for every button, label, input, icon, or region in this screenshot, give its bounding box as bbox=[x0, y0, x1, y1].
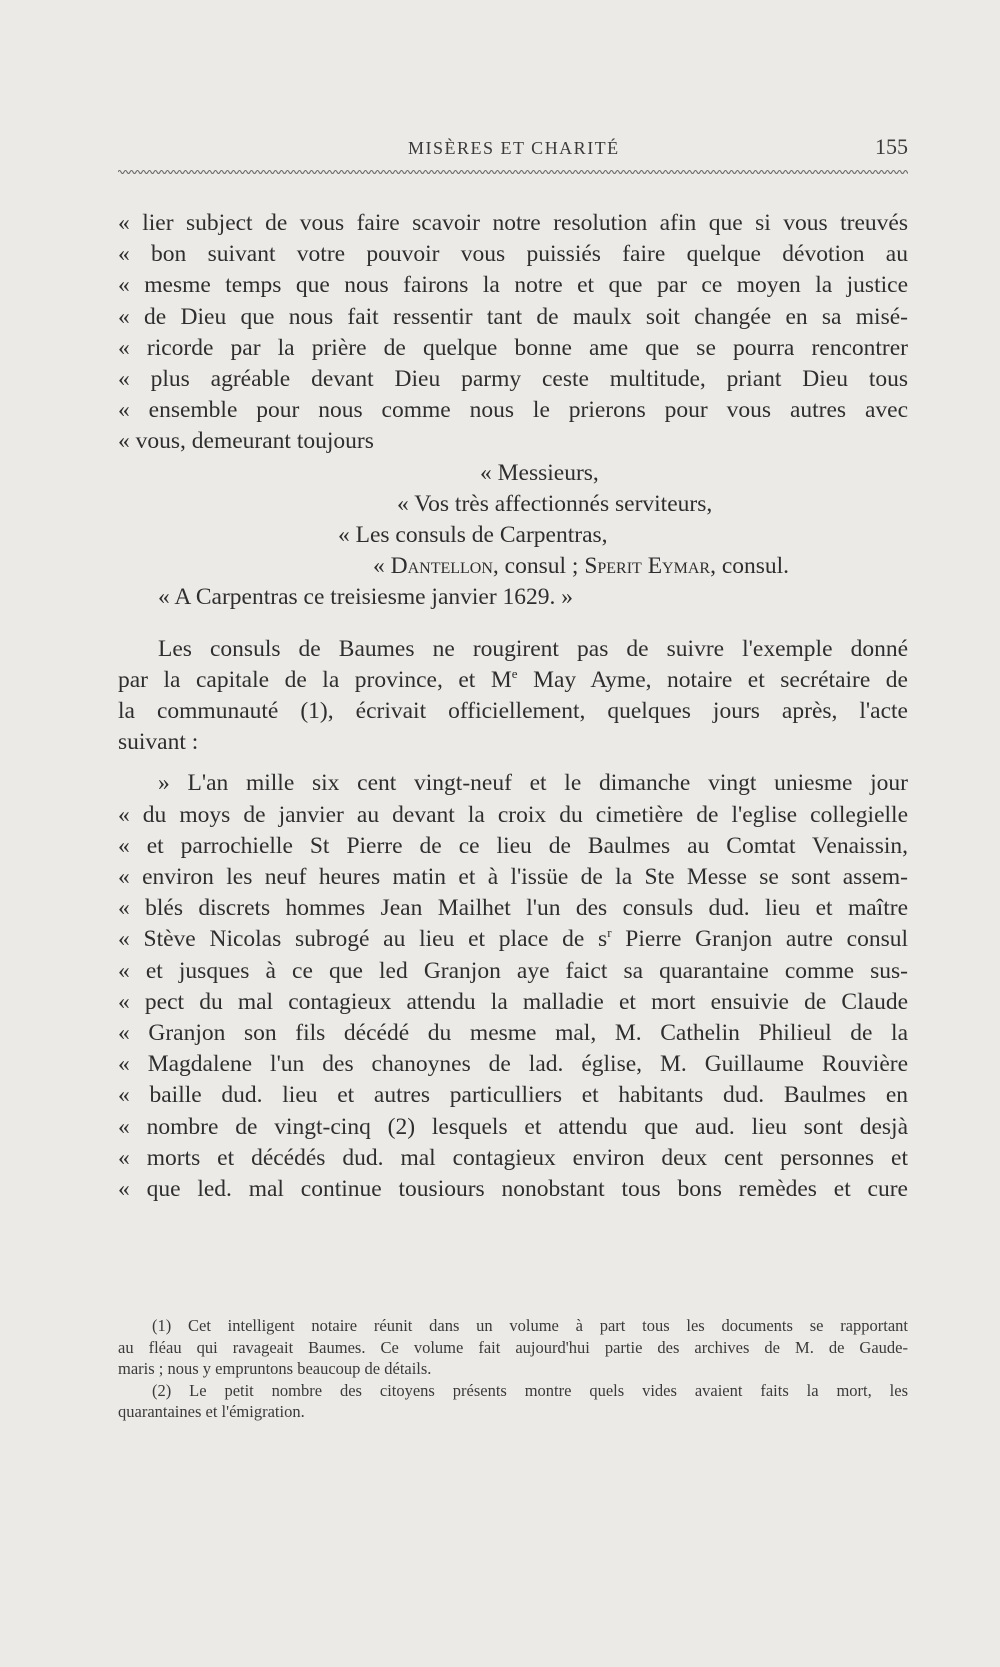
act-line: « nombre de vingt-cinq (2) lesquels et attendu que aud. lieu sont desjà bbox=[118, 1113, 908, 1140]
superscript: r bbox=[607, 925, 612, 941]
footnotes bbox=[118, 1315, 908, 1423]
paragraph-line bbox=[118, 665, 908, 696]
letter-closing-line: « Vos très affectionnés serviteurs, bbox=[397, 490, 713, 517]
letter-line: « bon suivant votre pouvoir vous puissiés faire quelque dévotion au bbox=[118, 241, 908, 268]
footnote-line: au fléau qui ravageait Baumes. Ce volume fait aujourd'hui partie des archives de M. de Gaude- bbox=[118, 1337, 908, 1357]
letter-dateline: « A Carpentras ce treisiesme janvier 1629. » bbox=[158, 584, 574, 611]
footnote-2 bbox=[118, 1380, 908, 1423]
act-text: Pierre Granjon autre consul bbox=[611, 926, 908, 953]
signer-role: , consul ; bbox=[492, 553, 585, 580]
letter-line: « de Dieu que nous fait ressentir tant de maulx soit changée en sa misé- bbox=[118, 303, 908, 330]
running-title: MISÈRES ET CHARITÉ bbox=[408, 138, 620, 158]
act-line: « et jusques à ce que led Granjon aye faict sa quarantaine comme sus- bbox=[118, 957, 908, 984]
letter-line: « vous, demeurant toujours bbox=[118, 428, 374, 455]
footnote-line: maris ; nous y empruntons beaucoup de détails. bbox=[118, 1359, 432, 1378]
act-line: « morts et décédés dud. mal contagieux environ deux cent personnes et bbox=[118, 1144, 908, 1171]
act-line: « Granjon son fils décédé du mesme mal, M. Cathelin Philieul de la bbox=[118, 1020, 908, 1047]
page-number: 155 bbox=[875, 134, 908, 159]
act-line: « blés discrets hommes Jean Mailhet l'un des consuls dud. lieu et maître bbox=[118, 895, 908, 922]
signer-name: Dantellon bbox=[390, 553, 493, 580]
act-line: « pect du mal contagieux attendu la malladie et mort ensuivie de Claude bbox=[118, 988, 908, 1015]
letter-line: « ricorde par la prière de quelque bonne ame que se pourra rencontrer bbox=[118, 334, 908, 361]
letter-line: « plus agréable devant Dieu parmy ceste multitude, priant Dieu tous bbox=[118, 366, 908, 393]
signer-name: Sperit Eymar bbox=[584, 553, 711, 580]
act-line: « et parrochielle St Pierre de ce lieu de Baulmes au Comtat Venaissin, bbox=[118, 832, 908, 859]
letter-line: « ensemble pour nous comme nous le prierons pour vous autres avec bbox=[118, 397, 908, 424]
footnote-line: (2) Le petit nombre des citoyens présents montre quels vides avaient faits la mort, les bbox=[152, 1380, 908, 1400]
page-header bbox=[118, 134, 908, 164]
letter-signatures bbox=[118, 551, 908, 582]
letter-line: « mesme temps que nous fairons la notre et que par ce moyen la justice bbox=[118, 272, 908, 299]
paragraph-line: la communauté (1), écrivait officiellement, quelques jours après, l'acte bbox=[118, 698, 908, 725]
act-line: « baille dud. lieu et autres particulliers et habitants dud. Baulmes en bbox=[118, 1082, 908, 1109]
footnote-1 bbox=[118, 1315, 908, 1380]
act-text: « Stève Nicolas subrogé au lieu et place de s bbox=[118, 926, 608, 953]
narrative-paragraph bbox=[118, 634, 908, 759]
paragraph-line: Les consuls de Baumes ne rougirent pas de suivre l'exemple donné bbox=[158, 635, 908, 662]
act-line: « Magdalene l'un des chanoynes de lad. église, M. Guillaume Rouvière bbox=[118, 1051, 908, 1078]
paragraph-text: par la capitale de la province, et M bbox=[118, 666, 512, 693]
act-quotation bbox=[118, 768, 908, 1205]
signature-prefix: « bbox=[373, 553, 391, 580]
main-text bbox=[118, 208, 908, 1205]
letter-closing-line: « Les consuls de Carpentras, bbox=[338, 522, 608, 549]
act-line: « environ les neuf heures matin et à l'issüe de la Ste Messe se sont assem- bbox=[118, 864, 908, 891]
act-line: » L'an mille six cent vingt-neuf et le dimanche vingt uniesme jour bbox=[158, 770, 908, 797]
act-line bbox=[118, 924, 908, 955]
paragraph-text: May Ayme, notaire et secrétaire de bbox=[517, 666, 908, 693]
paragraph-line: suivant : bbox=[118, 729, 199, 756]
letter-line: « lier subject de vous faire scavoir notre resolution afin que si vous treuvés bbox=[118, 210, 908, 236]
act-line: « que led. mal continue tousiours nonobstant tous bons remèdes et cure bbox=[118, 1176, 908, 1203]
footnote-line: (1) Cet intelligent notaire réunit dans un volume à part tous les documents se rapportant bbox=[152, 1316, 908, 1335]
signer-role: , consul. bbox=[710, 553, 790, 580]
act-line: « du moys de janvier au devant la croix du cimetière de l'eglise collegielle bbox=[118, 801, 908, 828]
letter-continuation bbox=[118, 208, 908, 614]
superscript: e bbox=[511, 666, 518, 682]
letter-closing-salutation: « Messieurs, bbox=[480, 459, 599, 486]
footnote-line: quarantaines et l'émigration. bbox=[118, 1402, 305, 1421]
decorative-wavy-rule bbox=[118, 168, 908, 176]
